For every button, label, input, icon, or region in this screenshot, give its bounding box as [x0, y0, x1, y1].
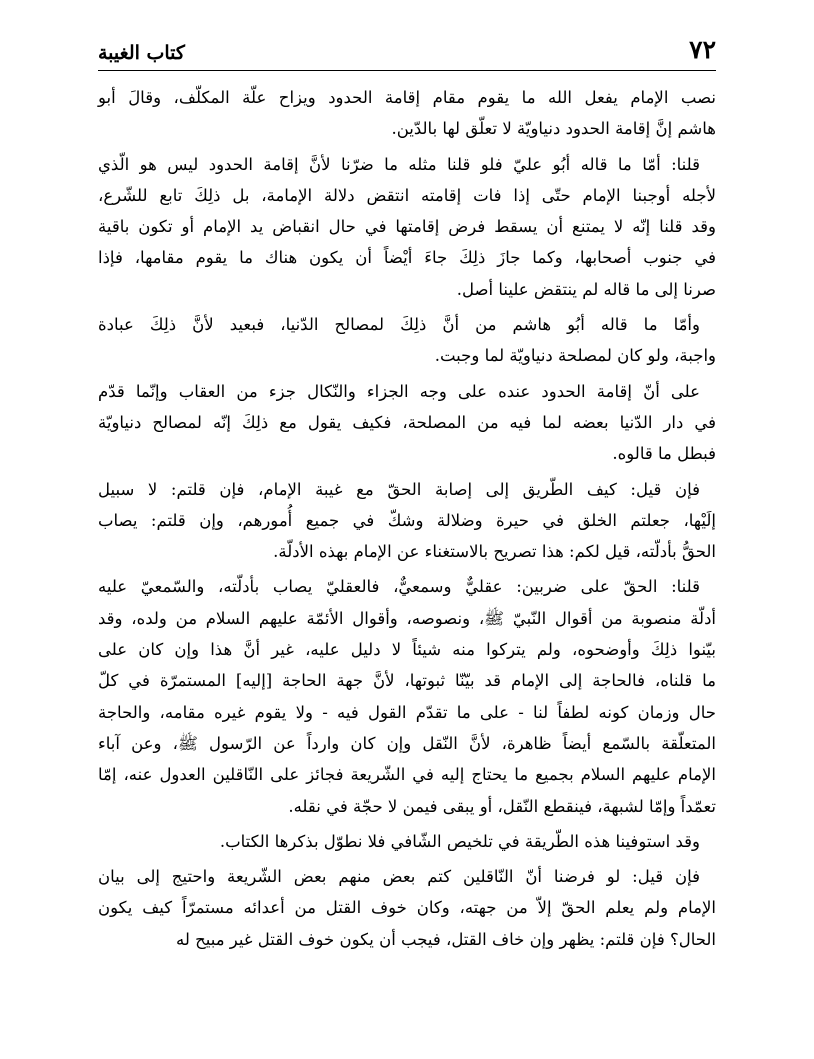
paragraph [98, 571, 716, 821]
page-number: ٧٢ [689, 35, 716, 64]
text-line: في جنوب أصحابها، وكما جازَ ذلِكَ جاءَ أيْضاً أن يكون هناك ما يقوم مقامها، فإذا [98, 248, 716, 268]
paragraph [98, 82, 716, 145]
text-line: فبطل ما قالوه. [612, 444, 716, 464]
text-line: قلنا: الحقّ على ضربين: عقليٌّ وسمعيٌّ، فالعقليّ يصاب بأدلّته، والسّمعيّ عليه [98, 577, 700, 597]
page-header [98, 34, 716, 64]
running-title: كتاب الغيبة [98, 42, 185, 64]
text-line: قلنا: أمّا ما قاله أبُو عليّ فلو قلنا مثله ما ضرّنا لأنَّ إقامة الحدود ليس هو الّذي [98, 154, 700, 174]
text-line: وقد استوفينا هذه الطّريقة في تلخيص الشّافي فلا نطوّل بذكرها الكتاب. [219, 831, 700, 851]
text-line: المتعلّقة بالسّمع أيضاً ظاهرة، لأنَّ النّقل وإن كان وارداً عن الرّسول ﷺ، وعن آباء [98, 733, 716, 753]
header-rule [98, 70, 716, 71]
text-line: الإمام عليهم السلام بجميع ما يحتاج إليه في الشّريعة فجائز على النّاقلين العدول عنه، إمّا [98, 765, 716, 785]
text-line: حال وزمان كونه لطفاً لنا - على ما تقدّم القول فيه - ولا يقوم غيره مقامه، والحاجة [98, 702, 716, 722]
text-line: نصب الإمام يفعل الله ما يقوم مقام إقامة الحدود ويزاح علّة المكلّف، وقالَ أبو [98, 88, 716, 107]
paragraph [98, 149, 716, 305]
text-line: الحال؟ فإن قلتم: يظهر وإن خاف القتل، فيجب أن يكون خوف القتل غير مبيح له [175, 929, 716, 949]
paragraph [98, 861, 716, 955]
text-line: أدلّة منصوبة من أقوال النّبيّ ﷺ، ونصوصه، وأقوال الأئمّة عليهم السلام من ولده، وقد [98, 608, 716, 628]
text-line: صرنا إلى ما قاله لم ينتقض علينا أصل. [456, 279, 716, 299]
text-line: فإن قيل: كيف الطّريق إلى إصابة الحقّ مع غيبة الإمام، فإن قلتم: لا سبيل [98, 479, 700, 499]
text-line: وقد قلنا إنّه لا يمتنع أن يسقط فرض إقامتها في حال انقباض يد الإمام أو تكون باقية [98, 217, 716, 237]
paragraph [98, 474, 716, 568]
text-line: بيّنوا ذلِكَ وأوضحوه، ولم يتركوا منه شيئاً لا دليل عليه، غير أنَّ هذا وإن كان على [98, 640, 716, 660]
text-line: لأجله أوجبنا الإمام حتّى إذا فات إقامته انتقض دلالة الإمامة، بل ذلِكَ تابع للشّرع، [98, 185, 716, 205]
text-line: ما قلناه، فالحاجة إلى الإمام قد بيّنّا ثبوتها، لأنَّ جهة الحاجة [إليه] المستمرّة في كلّ [98, 671, 716, 691]
text-line: الحقُّ بأدلّته، قيل لكم: هذا تصريح بالاستغناء عن الإمام بهذه الأدلّة. [273, 542, 716, 562]
paragraph [98, 826, 716, 857]
text-line: على أنّ إقامة الحدود عنده على وجه الجزاء والنّكال جزء من العقاب وإنّما قدّم [98, 381, 700, 401]
body-text [98, 82, 716, 959]
text-line: وأمّا ما قاله أبُو هاشم من أنَّ ذلِكَ لمصالح الدّنيا، فبعيد لأنَّ ذلِكَ عبادة [98, 315, 700, 335]
text-line: إلَيْها، جعلتم الخلق في حيرة وضلالة وشكّ في جميع أُمورهم، وإن قلتم: يصاب [98, 510, 716, 530]
text-line: هاشم إنَّ إقامة الحدود دنياويّة لا تعلّق لها بالدّين. [391, 119, 716, 139]
paragraph [98, 309, 716, 372]
text-line: واجبة، ولو كان لمصلحة دنياويّة لما وجبت. [434, 346, 716, 366]
text-line: الإمام ولم يعلم الحقّ إلاّ من جهته، وكان خوف القتل من أعدائه مستمرّاً كيف يكون [98, 898, 716, 918]
text-line: فإن قيل: لو فرضنا أنّ النّاقلين كتم بعض منهم بعض الشّريعة واحتيج إلى بيان [98, 867, 700, 887]
text-line: تعمّداً وإمّا لشبهة، فينقطع النّقل، أو يبقى فيمن لا حجّة في نقله. [288, 796, 716, 816]
paragraph [98, 376, 716, 470]
text-line: في دار الدّنيا بعضه لما فيه من المصلحة، فكيف يقول مع ذلِكَ إنّه لمصالح دنياويّة [98, 412, 716, 432]
